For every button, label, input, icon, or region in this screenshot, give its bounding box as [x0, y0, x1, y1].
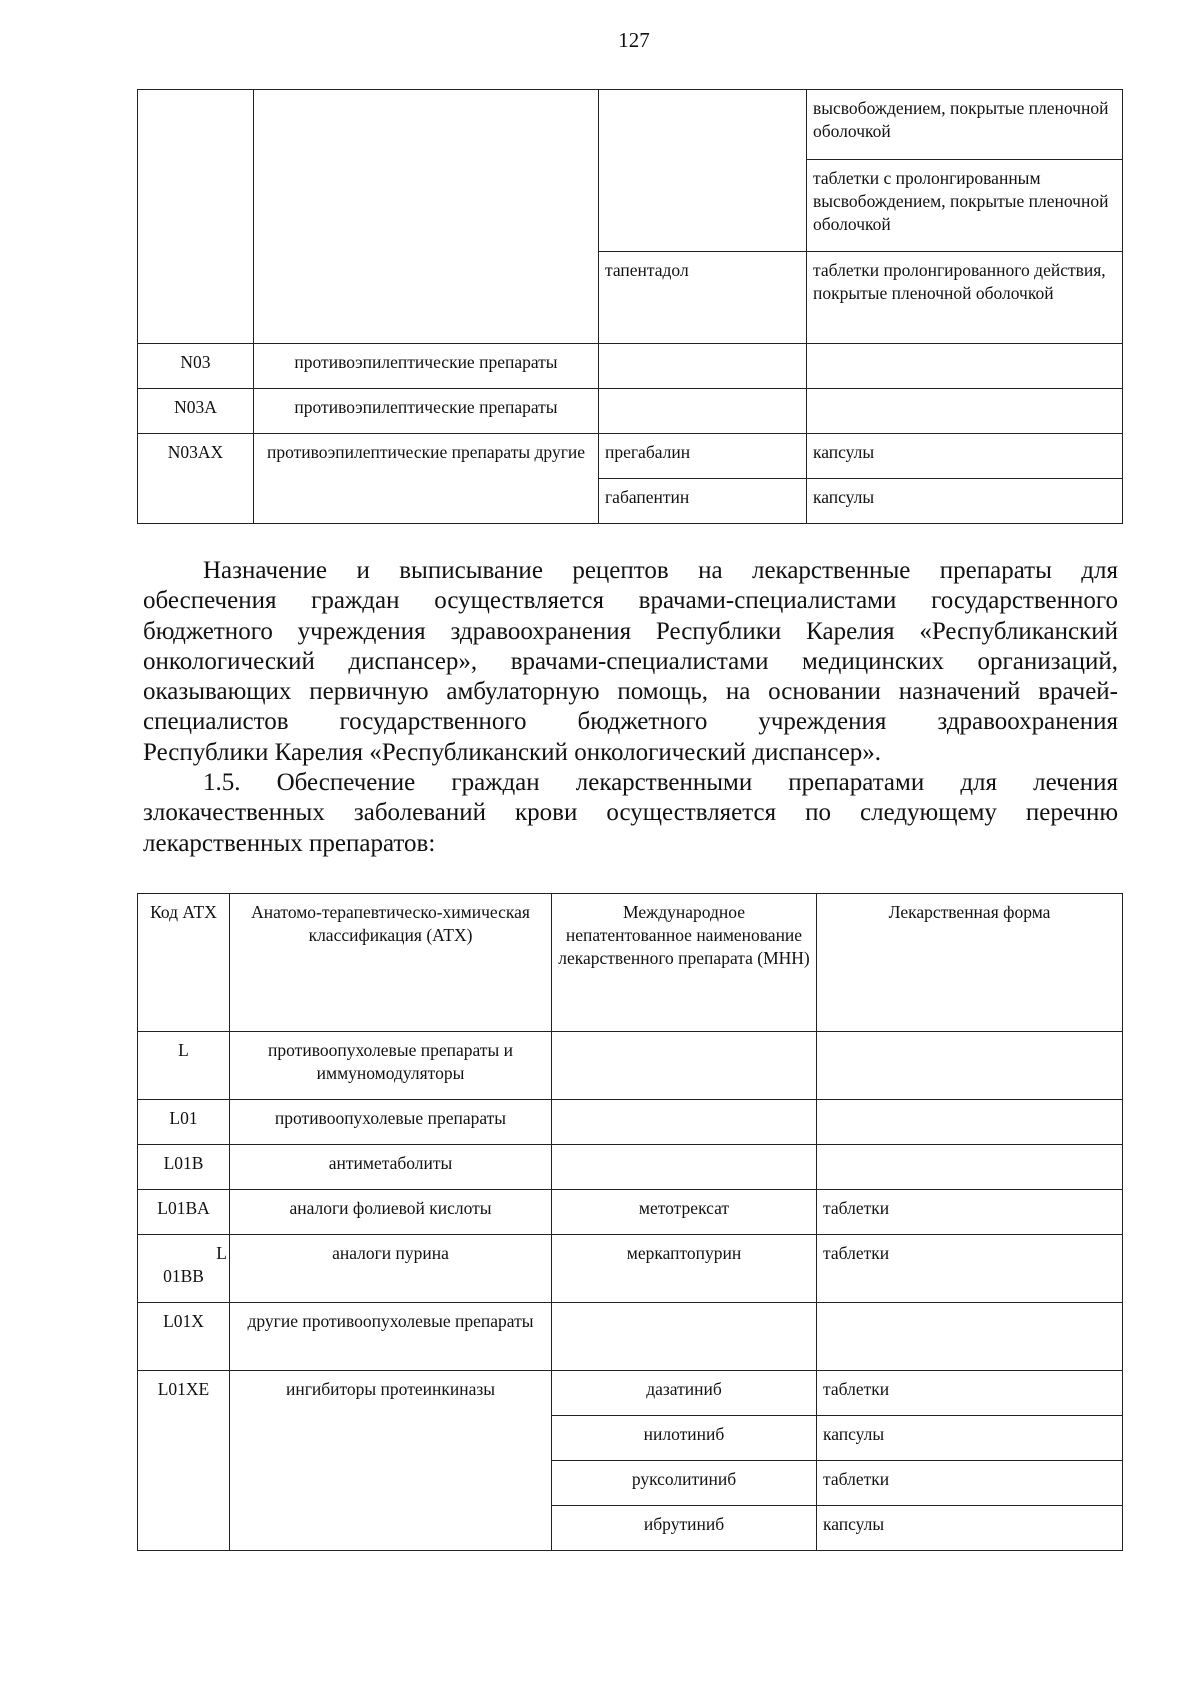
page-number: 127: [618, 28, 650, 52]
atc-class-cell: другие противоопухолевые препараты: [230, 1303, 552, 1371]
atc-class-cell: противоэпилептические препараты: [254, 344, 599, 389]
paragraph-section-1-5: [143, 768, 1118, 859]
atc-code-cell: L01: [138, 1100, 230, 1145]
inn-cell: [599, 90, 807, 252]
text-line: злокачественных заболеваний крови осуществляется по следующему перечню: [143, 799, 1118, 827]
inn-cell: [552, 1303, 817, 1371]
text-line: бюджетного учреждения здравоохранения Республики Карелия «Республиканский: [143, 617, 1118, 645]
table-row: [138, 389, 1123, 434]
inn-cell: [552, 1145, 817, 1190]
table-row: [138, 434, 1123, 479]
inn-cell: прегабалин: [599, 434, 807, 479]
text-line: 1.5. Обеспечение граждан лекарственными препаратами для лечения: [203, 769, 1118, 796]
form-cell: [807, 344, 1123, 389]
table-row: [138, 1145, 1123, 1190]
atc-code-cell: N03A: [138, 389, 254, 434]
atc-code-bottom: 01BB: [163, 1266, 204, 1286]
table-row: [138, 1100, 1123, 1145]
table-row: [138, 344, 1123, 389]
form-cell: таблетки пролонгированного действия, покрытые пленочной оболочкой: [807, 252, 1123, 344]
atc-code-cell: L01BA: [138, 1190, 230, 1235]
paragraph-prescription: [143, 556, 1118, 768]
text-line: Республики Карелия «Республиканский онкологический диспансер».: [143, 738, 882, 766]
atc-class-cell: ингибиторы протеинкиназы: [230, 1371, 552, 1551]
form-cell: капсулы: [817, 1416, 1123, 1461]
form-cell: таблетки с пролонгированным высвобождением, покрытые пленочной оболочкой: [807, 160, 1123, 252]
atc-class-cell: аналоги пурина: [230, 1235, 552, 1303]
atc-code-cell: [138, 90, 254, 344]
atc-class-cell: противоэпилептические препараты другие: [254, 434, 599, 524]
atc-code-cell: L: [138, 1032, 230, 1100]
header-atc-class: Анатомо-терапевтическо-химическая классификация (АТХ): [230, 894, 552, 1032]
inn-cell: метотрексат: [552, 1190, 817, 1235]
form-cell: [817, 1145, 1123, 1190]
inn-cell: меркаптопурин: [552, 1235, 817, 1303]
atc-code-cell: [138, 1235, 230, 1303]
text-line: Назначение и выписывание рецептов на лекарственные препараты для: [203, 557, 1118, 584]
inn-cell: габапентин: [599, 479, 807, 524]
table-row: [138, 1032, 1123, 1100]
text-line: оказывающих первичную амбулаторную помощь, на основании назначений врачей-: [143, 678, 1118, 706]
form-cell: капсулы: [807, 479, 1123, 524]
text-line: обеспечения граждан осуществляется врачами-специалистами государственного: [143, 587, 1118, 615]
header-atc-code: Код АТХ: [138, 894, 230, 1032]
atc-class-cell: аналоги фолиевой кислоты: [230, 1190, 552, 1235]
form-cell: высвобождением, покрытые пленочной оболочкой: [807, 90, 1123, 160]
atc-class-cell: антиметаболиты: [230, 1145, 552, 1190]
form-cell: [817, 1303, 1123, 1371]
form-cell: [807, 389, 1123, 434]
form-cell: [817, 1032, 1123, 1100]
form-cell: таблетки: [817, 1461, 1123, 1506]
table-row: [138, 1303, 1123, 1371]
form-cell: таблетки: [817, 1190, 1123, 1235]
atc-code-cell: L01XE: [138, 1371, 230, 1551]
atc-class-cell: противоопухолевые препараты и иммуномодуляторы: [230, 1032, 552, 1100]
atc-code-cell: N03: [138, 344, 254, 389]
inn-cell: нилотиниб: [552, 1416, 817, 1461]
inn-cell: дазатиниб: [552, 1371, 817, 1416]
inn-cell: ибрутиниб: [552, 1506, 817, 1551]
atc-code-cell: N03AX: [138, 434, 254, 524]
form-cell: таблетки: [817, 1235, 1123, 1303]
atc-code-top: L: [216, 1243, 227, 1263]
table-row: [138, 90, 1123, 160]
blood-cancer-drug-table: [137, 893, 1123, 1551]
table-row: [138, 1235, 1123, 1303]
atc-class-cell: противоэпилептические препараты: [254, 389, 599, 434]
text-line: онкологический диспансер», врачами-специалистами медицинских организаций,: [143, 647, 1118, 675]
inn-cell: [552, 1032, 817, 1100]
atc-code-cell: L01X: [138, 1303, 230, 1371]
inn-cell: тапентадол: [599, 252, 807, 344]
form-cell: капсулы: [817, 1506, 1123, 1551]
table-row: [138, 1190, 1123, 1235]
inn-cell: [599, 389, 807, 434]
atc-class-cell: [254, 90, 599, 344]
header-dosage-form: Лекарственная форма: [817, 894, 1123, 1032]
drug-table-continuation: [137, 89, 1123, 524]
inn-cell: [599, 344, 807, 389]
text-line: специалистов государственного бюджетного учреждения здравоохранения: [143, 708, 1118, 736]
inn-cell: [552, 1100, 817, 1145]
form-cell: [817, 1100, 1123, 1145]
header-inn: Международное непатентованное наименование лекарственного препарата (МНН): [552, 894, 817, 1032]
form-cell: капсулы: [807, 434, 1123, 479]
inn-cell: руксолитиниб: [552, 1461, 817, 1506]
form-cell: таблетки: [817, 1371, 1123, 1416]
text-line: лекарственных препаратов:: [143, 829, 436, 857]
table-row: [138, 1371, 1123, 1416]
atc-class-cell: противоопухолевые препараты: [230, 1100, 552, 1145]
atc-code-cell: L01B: [138, 1145, 230, 1190]
table-header-row: [138, 894, 1123, 1032]
